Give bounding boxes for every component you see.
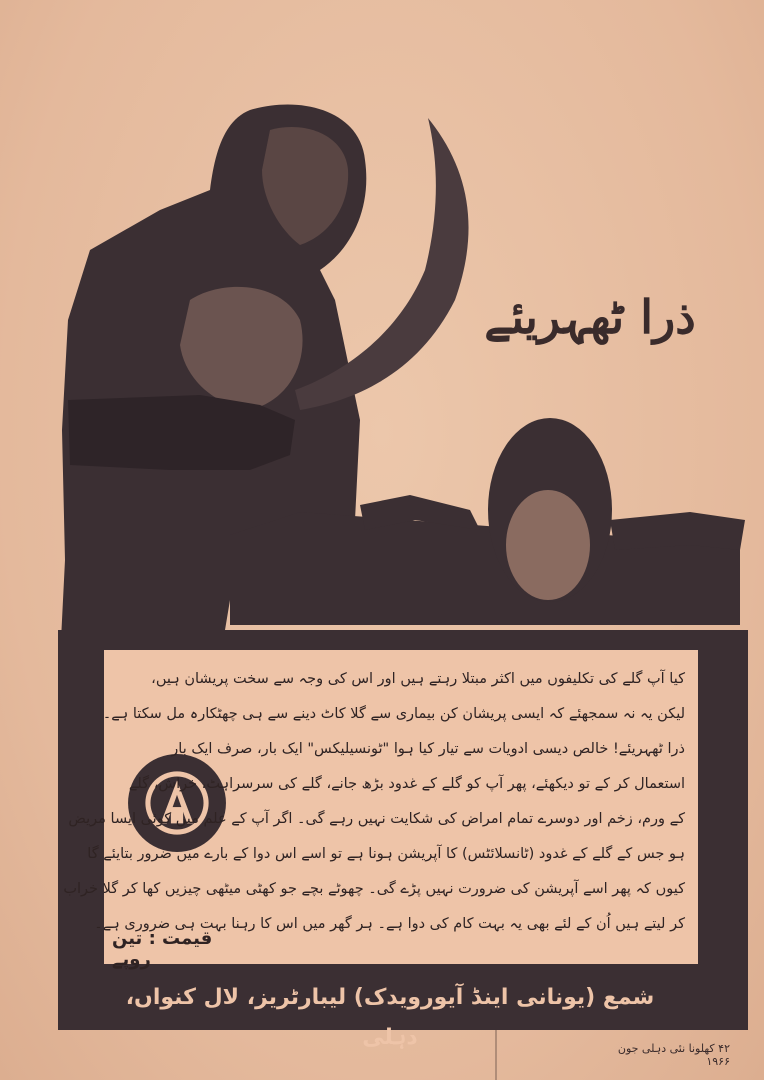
body-line: ہو جس کے گلے کے غدود (ٹانسلائٹس) کا آپریشن ہونا ہے تو اسے اس دوا کے بارے میں ضرور بتایئے گا bbox=[87, 846, 685, 862]
manufacturer-footer: شمع (یونانی اینڈ آیورویدک) لیبارٹریز، لال کنواں، دہلی bbox=[125, 985, 655, 1050]
body-line: استعمال کر کے تو دیکھئے، پھر آپ کو گلے کے غدود بڑھ جانے، گلے کی سرسراہٹ، خراش، گلے bbox=[128, 776, 685, 792]
paper-crease bbox=[495, 1030, 497, 1080]
price-label: قیمت : تین روپے bbox=[112, 928, 213, 970]
body-line: ذرا ٹھہریئے! خالص دیسی ادویات سے تیار کیا ہوا "ٹونسیلیکس" ایک بار، صرف ایک بار bbox=[171, 741, 685, 757]
headline: ذرا ٹھہریئے bbox=[484, 290, 696, 344]
page-footnote: ۴۲ کھلونا نئی دہلی جون ۱۹۶۶ bbox=[617, 1042, 730, 1068]
body-line: لیکن یہ نہ سمجھئے کہ ایسی پریشان کن بیماری سے گلا کاٹ دینے سے ہی چھٹکارہ مل سکتا ہے۔ bbox=[102, 706, 685, 722]
ad-body-text bbox=[63, 662, 685, 942]
body-line: کیا آپ گلے کی تکلیفوں میں اکثر مبتلا رہتے ہیں اور اس کی وجہ سے سخت پریشان ہیں، bbox=[151, 671, 685, 687]
body-line: کے ورم، زخم اور دوسرے تمام امراض کی شکایت نہیں رہے گی۔ اگر آپ کے علم میں کوئی ایسا مریض bbox=[68, 811, 685, 827]
body-line: کر لیتے ہیں اُن کے لئے بھی یہ بہت کام کی دوا ہے۔ ہر گھر میں اس کا رہنا بہت ہی ضروری ہے۔ bbox=[94, 916, 685, 932]
body-line: کیوں کہ پھر اسے آپریشن کی ضرورت نہیں پڑے گی۔ چھوٹے بچے جو کھٹی میٹھی چیزیں کھا کر گلا خراب bbox=[63, 881, 685, 897]
